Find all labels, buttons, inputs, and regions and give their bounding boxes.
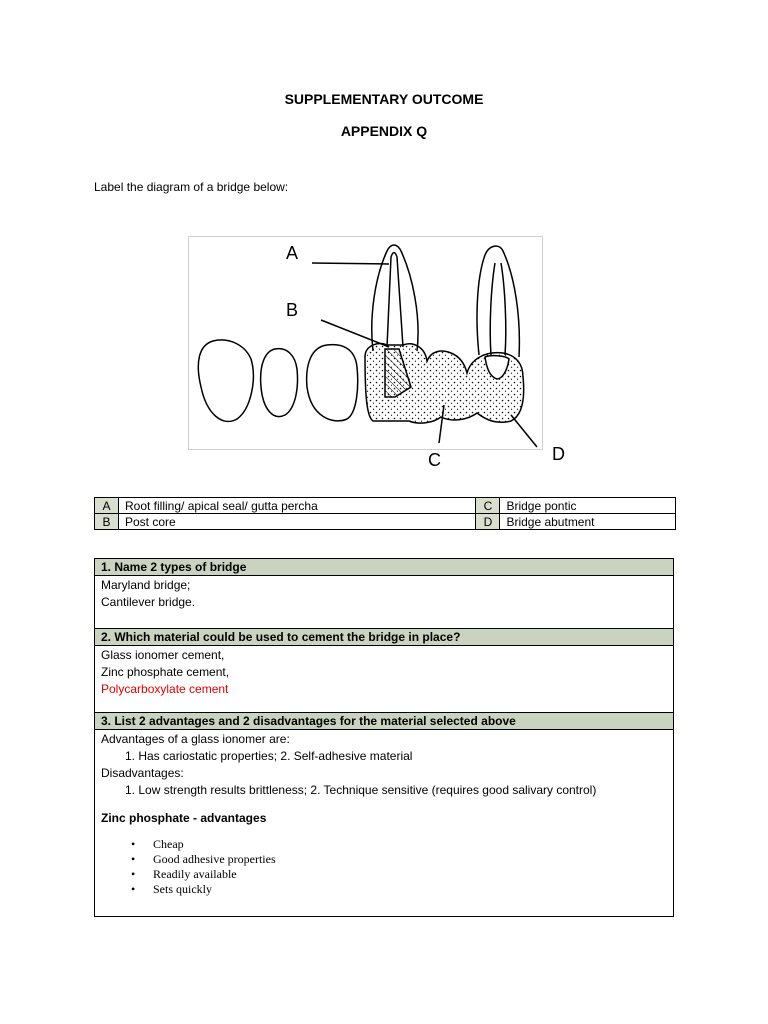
instruction-text: Label the diagram of a bridge below: bbox=[94, 180, 289, 194]
list-item bbox=[101, 837, 667, 852]
leader-line-a bbox=[312, 263, 389, 264]
key-answer: Bridge pontic bbox=[500, 498, 676, 514]
question-2-answer bbox=[95, 646, 673, 712]
table-row bbox=[95, 498, 676, 514]
question-3-answer bbox=[95, 730, 673, 898]
diagram-label-b: B bbox=[286, 300, 299, 320]
list-item-text: Sets quickly bbox=[153, 882, 212, 896]
root-canal-left bbox=[387, 253, 403, 348]
zinc-advantages-list bbox=[101, 837, 667, 897]
bridge-diagram bbox=[188, 236, 543, 450]
disadvantages-item: 1. Low strength results brittleness; 2. Technique sensitive (requires good salivary control) bbox=[125, 783, 597, 797]
question-3-heading: 3. List 2 advantages and 2 disadvantages for the material selected above bbox=[95, 712, 673, 730]
list-item-text: Cheap bbox=[153, 837, 184, 851]
answer-line: Maryland bridge; bbox=[101, 578, 191, 592]
leader-line-d bbox=[511, 415, 537, 447]
zinc-phosphate-heading: Zinc phosphate - advantages bbox=[101, 811, 267, 825]
question-1-heading: 1. Name 2 types of bridge bbox=[95, 559, 673, 576]
label-key-table bbox=[94, 497, 676, 530]
bullet-icon: • bbox=[131, 837, 136, 851]
list-item-text: Good adhesive properties bbox=[153, 852, 276, 866]
abutment-root-left bbox=[372, 245, 418, 351]
key-answer: Bridge abutment bbox=[500, 514, 676, 530]
bullet-icon: • bbox=[131, 882, 136, 896]
diagram-label-a: A bbox=[286, 243, 299, 263]
tooth-crown-1 bbox=[198, 340, 253, 421]
table-row bbox=[95, 514, 676, 530]
answer-line: Zinc phosphate cement, bbox=[101, 665, 230, 679]
highlighted-answer: Polycarboxylate cement bbox=[101, 682, 229, 696]
question-2-heading: 2. Which material could be used to cement the bridge in place? bbox=[95, 628, 673, 646]
root-canal-right bbox=[490, 263, 506, 355]
answer-line: Cantilever bridge. bbox=[101, 595, 196, 609]
key-letter: A bbox=[95, 498, 119, 514]
answer-line: Glass ionomer cement, bbox=[101, 648, 225, 662]
tooth-crown-2 bbox=[261, 349, 298, 417]
advantages-item: 1. Has cariostatic properties; 2. Self-adhesive material bbox=[125, 749, 413, 763]
questions-box bbox=[94, 558, 674, 917]
list-item bbox=[101, 882, 667, 897]
list-item bbox=[101, 852, 667, 867]
bullet-icon: • bbox=[131, 852, 136, 866]
key-answer: Root filling/ apical seal/ gutta percha bbox=[119, 498, 476, 514]
appendix-title: APPENDIX Q bbox=[340, 123, 428, 139]
document-title: SUPPLEMENTARY OUTCOME bbox=[284, 91, 484, 107]
bullet-icon: • bbox=[131, 867, 136, 881]
advantages-intro: Advantages of a glass ionomer are: bbox=[101, 732, 290, 746]
question-1-answer bbox=[95, 576, 673, 628]
key-answer: Post core bbox=[119, 514, 476, 530]
leader-line-b bbox=[321, 320, 389, 347]
disadvantages-intro: Disadvantages: bbox=[101, 766, 184, 780]
list-item bbox=[101, 867, 667, 882]
key-letter: D bbox=[476, 514, 500, 530]
tooth-crown-3 bbox=[307, 345, 358, 421]
list-item-text: Readily available bbox=[153, 867, 237, 881]
diagram-label-d: D bbox=[552, 444, 565, 464]
abutment-root-right bbox=[477, 246, 519, 357]
key-letter: B bbox=[95, 514, 119, 530]
key-letter: C bbox=[476, 498, 500, 514]
diagram-label-c: C bbox=[428, 450, 441, 470]
bridge-drawing bbox=[189, 237, 542, 449]
